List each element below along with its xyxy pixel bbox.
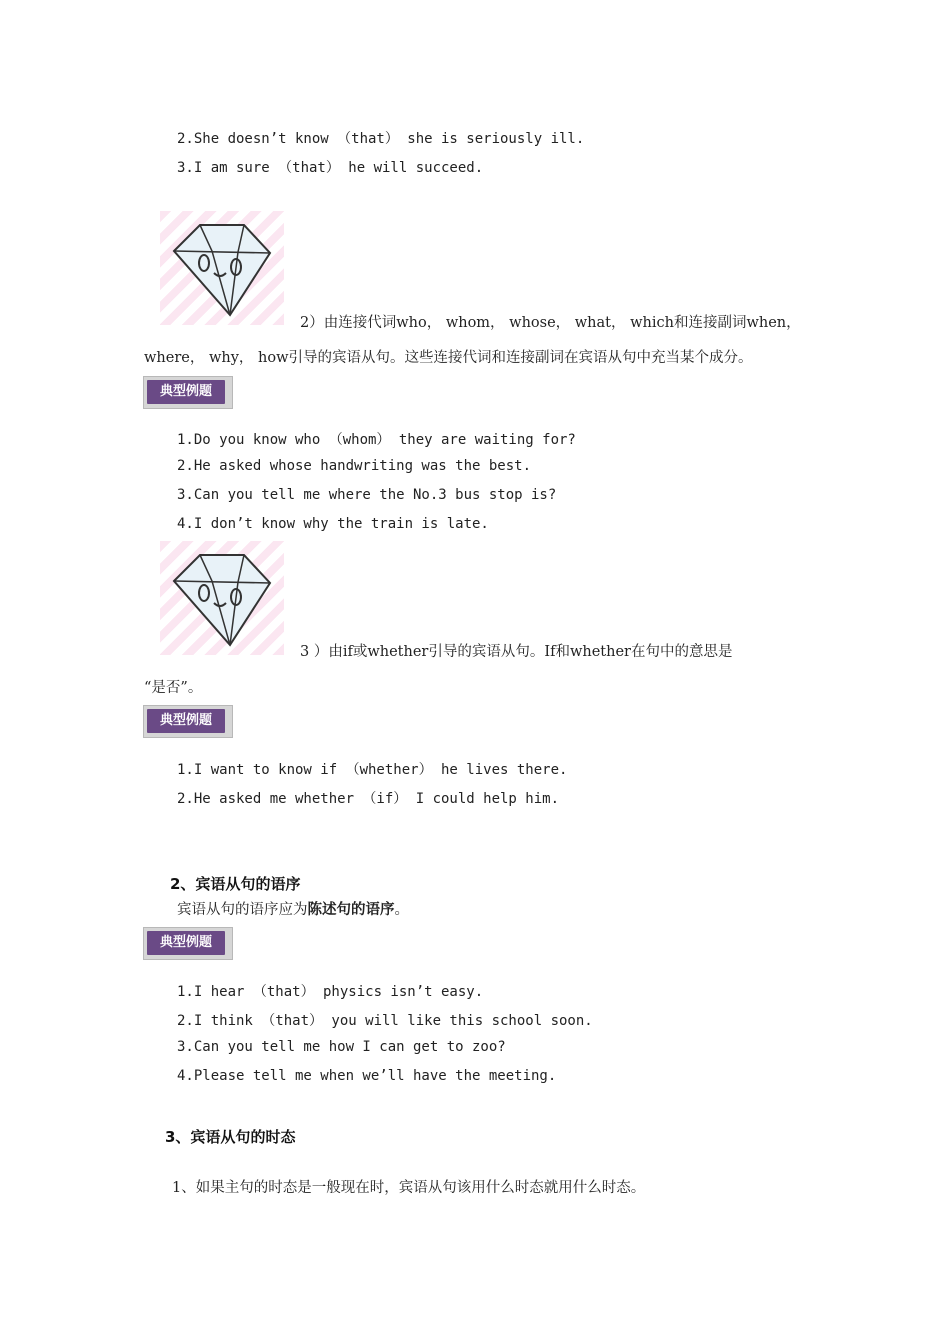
example-badge [143, 376, 233, 409]
example-badge-label: 典型例题 [147, 380, 225, 404]
diamond-mascot-icon [160, 211, 284, 325]
example-line: 3.Can you tell me how I can get to zoo? [177, 1039, 506, 1055]
example-badge-label: 典型例题 [147, 709, 225, 733]
section-3-rule1: 1、如果主句的时态是一般现在时，宾语从句该用什么时态就用什么时态。 [172, 1180, 646, 1196]
example-badge [143, 927, 233, 960]
point-3-line2: “是否”。 [144, 680, 203, 696]
example-line: 2.I think （that） you will like this school soon. [177, 1013, 593, 1029]
example-line: 1.Do you know who （whom） they are waiting for? [177, 432, 576, 448]
example-line: 4.I don’t know why the train is late. [177, 516, 489, 532]
example-badge-label: 典型例题 [147, 931, 225, 955]
point-3-line1: 3 ）由if或whether引导的宾语从句。If和whether在句中的意思是 [300, 644, 733, 660]
example-line: 3.I am sure （that） he will succeed. [177, 160, 484, 176]
example-line: 2.He asked whose handwriting was the best. [177, 458, 532, 474]
example-line: 2.He asked me whether （if） I could help him. [177, 791, 560, 807]
example-line: 1.I want to know if （whether） he lives there. [177, 762, 568, 778]
example-line: 2.She doesn’t know （that） she is seriously ill. [177, 131, 585, 147]
section-heading: 3、宾语从句的时态 [165, 1128, 296, 1146]
example-badge [143, 705, 233, 738]
diamond-mascot-icon [160, 541, 284, 655]
example-line: 1.I hear （that） physics isn’t easy. [177, 984, 484, 1000]
point-2-line2: where， why， how引导的宾语从句。这些连接代词和连接副词在宾语从句中充当某个成分。 [144, 350, 753, 366]
section-heading: 2、宾语从句的语序 [170, 875, 301, 893]
point-2-line1: 2）由连接代词who， whom， whose， what， which和连接副词when， [300, 315, 801, 331]
example-line: 4.Please tell me when we’ll have the meeting. [177, 1068, 557, 1084]
example-line: 3.Can you tell me where the No.3 bus stop is? [177, 487, 557, 503]
section-2-text: 宾语从句的语序应为陈述句的语序。 [177, 902, 409, 918]
